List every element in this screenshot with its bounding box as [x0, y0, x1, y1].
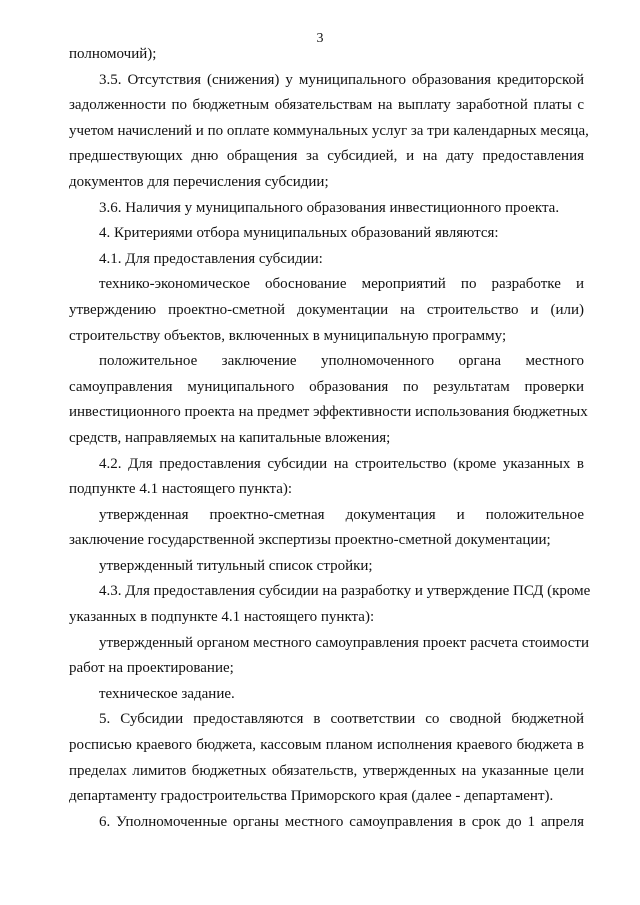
- text-line: пределах лимитов бюджетных обязательств, утвержденных на указанные цели: [69, 762, 584, 779]
- text-line: указанных в подпункте 4.1 настоящего пункта):: [69, 609, 375, 626]
- text-line: заключение государственной экспертизы проектно-сметной документации;: [69, 532, 551, 549]
- paragraph: [69, 682, 584, 708]
- text-line: задолженности по бюджетным обязательствам на выплату заработной платы с: [69, 97, 584, 114]
- text-line: строительству объектов, включенных в муниципальную программу;: [69, 327, 507, 344]
- text-line: документов для перечисления субсидии;: [69, 173, 329, 190]
- text-line: департаменту градостроительства Приморского края (далее - департамент).: [69, 788, 554, 805]
- text-line: средств, направляемых на капитальные вложения;: [69, 429, 391, 446]
- text-line: утвержденная проектно-сметная документация и положительное: [99, 506, 584, 523]
- page-number: 3: [316, 31, 324, 46]
- paragraph: [69, 42, 584, 68]
- paragraph: [69, 196, 584, 222]
- paragraph: [69, 68, 589, 196]
- text-line: положительное заключение уполномоченного органа местного: [99, 353, 584, 370]
- text-line: утвержденный органом местного самоуправления проект расчета стоимости: [99, 634, 589, 651]
- paragraph: [69, 707, 584, 809]
- text-line: 5. Субсидии предоставляются в соответствии со сводной бюджетной: [99, 711, 584, 728]
- text-line: 4. Критериями отбора муниципальных образований являются:: [99, 225, 499, 242]
- text-line: 6. Уполномоченные органы местного самоуправления в срок до 1 апреля: [99, 813, 584, 830]
- paragraph: [69, 503, 584, 554]
- text-line: 4.3. Для предоставления субсидии на разработку и утверждение ПСД (кроме: [99, 583, 591, 600]
- text-line: предшествующих дню обращения за субсидией, и на дату предоставления: [69, 148, 584, 165]
- text-line: учетом начислений и по оплате коммунальных услуг за три календарных месяца,: [69, 122, 589, 139]
- paragraph: [69, 221, 584, 247]
- paragraph: [69, 452, 584, 503]
- text-line: подпункте 4.1 настоящего пункта):: [69, 481, 293, 498]
- text-line: 4.2. Для предоставления субсидии на строительство (кроме указанных в: [99, 455, 584, 472]
- paragraph: [69, 579, 591, 630]
- text-line: самоуправления муниципального образования по результатам проверки: [69, 378, 584, 395]
- text-line: полномочий);: [69, 46, 157, 62]
- text-line: технико-экономическое обоснование мероприятий по разработке и: [99, 276, 584, 293]
- text-line: 3.6. Наличия у муниципального образования инвестиционного проекта.: [99, 199, 560, 216]
- paragraph: [69, 272, 584, 349]
- text-line: инвестиционного проекта на предмет эффективности использования бюджетных: [69, 404, 588, 421]
- paragraph: [69, 631, 589, 682]
- paragraph: [69, 554, 584, 580]
- paragraph: [69, 349, 588, 451]
- text-line: работ на проектирование;: [69, 660, 234, 677]
- text-line: техническое задание.: [99, 685, 235, 702]
- text-line: 4.1. Для предоставления субсидии:: [99, 250, 323, 267]
- text-line: утверждению проектно-сметной документации на строительство и (или): [69, 301, 584, 318]
- paragraph: [69, 247, 584, 273]
- text-line: росписью краевого бюджета, кассовым планом исполнения краевого бюджета в: [69, 737, 584, 754]
- paragraph: [69, 810, 584, 836]
- text-line: 3.5. Отсутствия (снижения) у муниципального образования кредиторской: [99, 71, 584, 88]
- document-body: [69, 42, 591, 835]
- text-line: утвержденный титульный список стройки;: [99, 557, 373, 574]
